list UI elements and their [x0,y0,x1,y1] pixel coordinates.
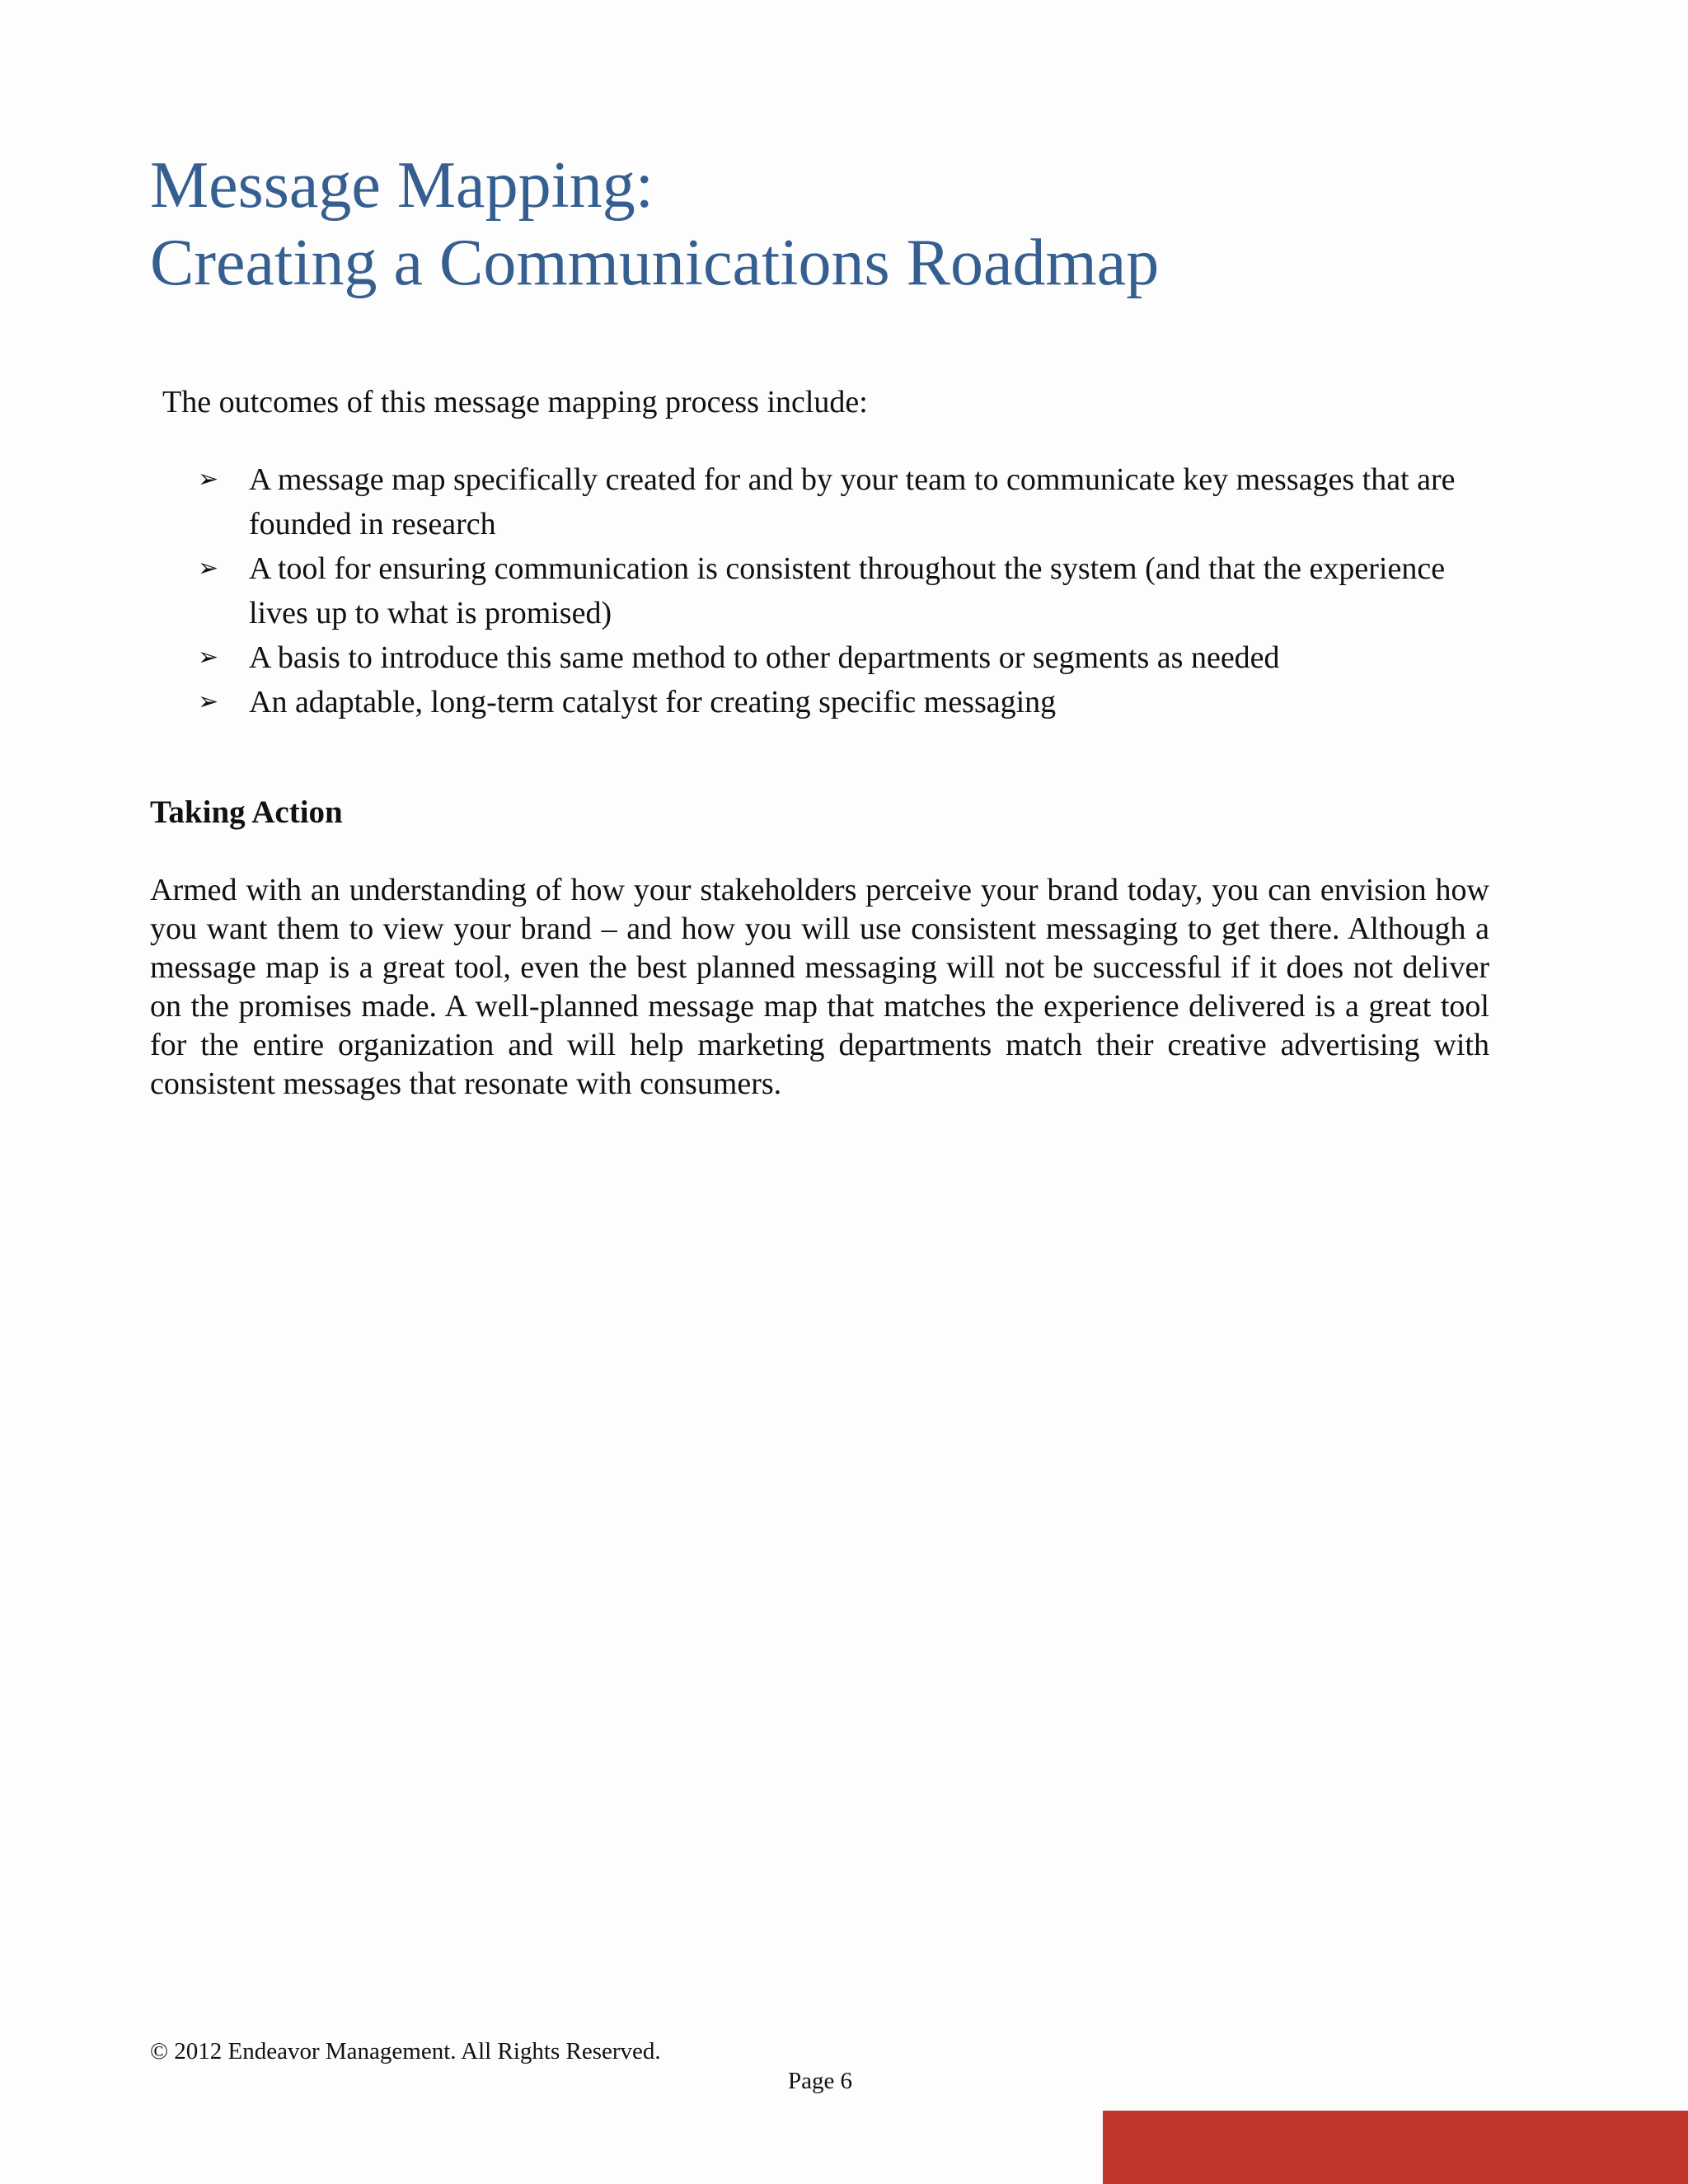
list-item-text: A basis to introduce this same method to other departments or segments as needed [249,640,1280,675]
arrow-bullet-icon: ➢ [198,687,219,716]
intro-paragraph: The outcomes of this message mapping process include: [162,385,868,419]
list-item-text: An adaptable, long-term catalyst for creating specific messaging [249,685,1057,719]
outcomes-list [198,457,1500,724]
accent-bar [1103,2111,1688,2184]
arrow-bullet-icon: ➢ [198,643,219,672]
arrow-bullet-icon: ➢ [198,554,219,583]
list-item [198,457,1500,546]
section-body: Armed with an understanding of how your stakeholders perceive your brand today, you can envision how you want them to view your brand – and how you will use consistent messaging to get there. Although a message map is a great tool, even the best planned messaging will not be successful if it does not deliver on the promises made. A well-planned message map that matches the experience delivered is a great tool for the entire organization and will help marketing departments match their creative advertising with consistent messages that resonate with consumers. [150,873,1489,1101]
list-item-text: A message map specifically created for and by your team to communicate key messages that are founded in research [249,462,1456,541]
page-title-line-2: Creating a Communications Roadmap [150,227,1160,299]
list-item [198,680,1500,724]
list-item [198,546,1500,635]
list-item-text: A tool for ensuring communication is consistent throughout the system (and that the experience lives up to what is promised) [249,551,1446,630]
copyright-notice: © 2012 Endeavor Management. All Rights Reserved. [150,2038,661,2064]
page-number: Page 6 [787,2068,853,2094]
page-title [150,147,1159,302]
section-heading: Taking Action [150,794,343,830]
list-item [198,635,1500,680]
page-title-line-1: Message Mapping: [150,149,654,222]
arrow-bullet-icon: ➢ [198,465,219,494]
